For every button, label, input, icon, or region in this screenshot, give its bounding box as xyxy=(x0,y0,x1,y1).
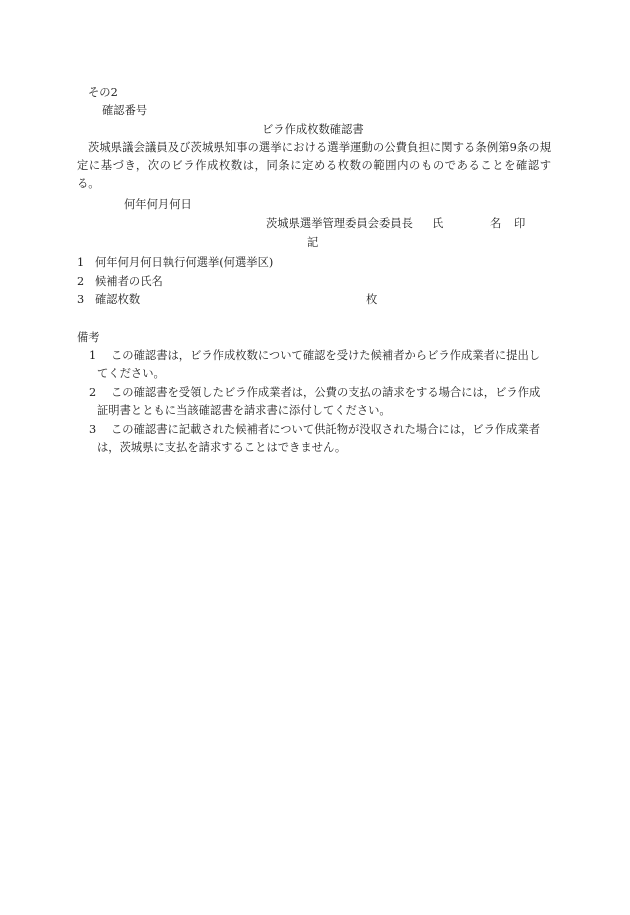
list-item xyxy=(77,293,140,307)
confirmation-number-label: 確認番号 xyxy=(102,104,148,117)
list-item xyxy=(77,275,163,289)
item-text: 何年何月何日執行何選挙(何選挙区) xyxy=(95,256,274,269)
count-unit: 枚 xyxy=(366,293,378,306)
remarks-heading: 備考 xyxy=(77,331,100,344)
remark-number: 2 xyxy=(89,386,97,399)
remark-text: この確認書を受領したビラ作成業者は，公費の支払の請求をする場合には，ビラ作成証明書とともに当該確認書を請求書に添付してください。 xyxy=(97,386,541,417)
item-text: 確認枚数 xyxy=(95,293,141,306)
document-title: ビラ作成枚数確認書 xyxy=(262,123,364,136)
list-item xyxy=(77,256,273,270)
issuer-title: 茨城県選挙管理委員会委員長 xyxy=(266,217,413,230)
issuer-name-left: 氏 xyxy=(432,217,444,230)
item-text: 候補者の氏名 xyxy=(95,275,163,288)
remark-number: 1 xyxy=(89,349,97,362)
item-number: 2 xyxy=(77,275,85,288)
remark-item xyxy=(77,347,551,383)
remark-text: この確認書は，ビラ作成枚数について確認を受けた候補者からビラ作成業者に提出してください。 xyxy=(97,349,541,380)
issuer-name-right: 名 xyxy=(490,217,502,230)
body-text: 茨城県議会議員及び茨城県知事の選挙における選挙運動の公費負担に関する条例第9条の規定に基づき，次のビラ作成枚数は，同条に定める枚数の範囲内のものであることを確認する。 xyxy=(77,141,551,190)
remark-item xyxy=(77,421,551,457)
seal-mark: 印 xyxy=(514,217,526,230)
remark-item xyxy=(77,384,551,420)
form-number: その2 xyxy=(88,86,118,99)
item-number: 1 xyxy=(77,256,85,269)
item-number: 3 xyxy=(77,293,85,306)
ki-heading: 記 xyxy=(307,236,319,249)
date-line: 何年何月何日 xyxy=(124,198,192,211)
remark-number: 3 xyxy=(89,423,97,436)
remark-text: この確認書に記載された候補者について供託物が没収された場合には，ビラ作成業者は，茨城県に支払を請求することはできません。 xyxy=(97,423,541,454)
